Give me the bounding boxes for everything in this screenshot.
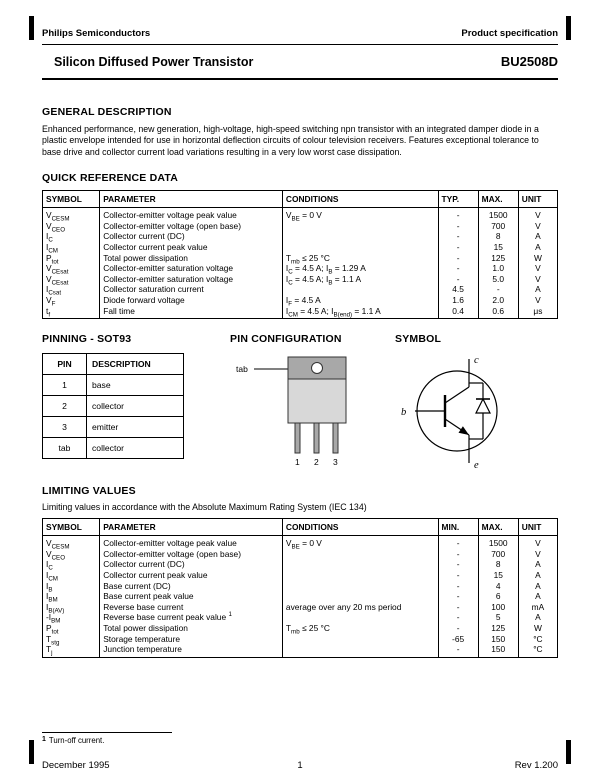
table-cell: $V_{BE} = 0$ V bbox=[282, 536, 438, 549]
footer-page-number: 1 bbox=[297, 760, 303, 771]
table-header-row bbox=[43, 191, 558, 208]
table-cell: $I_{CM}$ bbox=[43, 242, 100, 253]
table-row bbox=[43, 231, 558, 242]
table-cell: 4.5 bbox=[438, 284, 478, 295]
pin-configuration-section bbox=[230, 333, 395, 471]
table-row bbox=[43, 253, 558, 264]
table-cell: $V_{CEO}$ bbox=[43, 549, 100, 560]
column-header-symbol: SYMBOL bbox=[43, 191, 100, 208]
table-cell: - bbox=[438, 253, 478, 264]
table-cell: Junction temperature bbox=[100, 644, 283, 657]
footnote bbox=[42, 732, 172, 745]
table-cell: V bbox=[518, 274, 557, 285]
table-row bbox=[43, 438, 184, 459]
table-cell: Collector-emitter voltage (open base) bbox=[100, 549, 283, 560]
table-cell: $-I_{BM}$ bbox=[43, 612, 100, 623]
pin-3-label: 3 bbox=[333, 457, 338, 468]
table-cell: - bbox=[438, 242, 478, 253]
table-cell: 150 bbox=[478, 644, 518, 657]
table-cell: 4 bbox=[478, 581, 518, 592]
table-row bbox=[43, 644, 558, 657]
column-header-unit: UNIT bbox=[518, 191, 557, 208]
quick-reference-table bbox=[42, 190, 558, 319]
table-cell: $I_B$ bbox=[43, 581, 100, 592]
table-cell: Base current (DC) bbox=[100, 581, 283, 592]
table-cell: Collector-emitter voltage peak value bbox=[100, 536, 283, 549]
table-row bbox=[43, 634, 558, 645]
table-row bbox=[43, 221, 558, 232]
pinning-heading: PINNING - SOT93 bbox=[42, 333, 132, 346]
table-cell bbox=[282, 549, 438, 560]
table-cell: collector bbox=[87, 396, 184, 417]
table-cell: $V_{CESM}$ bbox=[43, 536, 100, 549]
table-cell: Collector current (DC) bbox=[100, 559, 283, 570]
table-cell: $V_F$ bbox=[43, 295, 100, 306]
table-cell: 2 bbox=[43, 396, 87, 417]
table-cell: 15 bbox=[478, 242, 518, 253]
table-row bbox=[43, 263, 558, 274]
pinning-table bbox=[42, 353, 184, 459]
damper-diode bbox=[476, 399, 490, 413]
table-cell: - bbox=[438, 536, 478, 549]
table-cell: Total power dissipation bbox=[100, 253, 283, 264]
table-cell: Reverse base current bbox=[100, 602, 283, 613]
table-cell: 6 bbox=[478, 591, 518, 602]
mounting-hole bbox=[312, 363, 323, 374]
table-cell: - bbox=[438, 208, 478, 221]
table-cell: Collector saturation current bbox=[100, 284, 283, 295]
table-cell: Collector current peak value bbox=[100, 570, 283, 581]
footnote-separator bbox=[42, 732, 172, 733]
pin-1-label: 1 bbox=[295, 457, 300, 468]
general-description-section bbox=[42, 106, 558, 158]
transistor-symbol-drawing bbox=[395, 351, 535, 471]
table-row bbox=[43, 208, 558, 221]
table-cell: 2.0 bbox=[478, 295, 518, 306]
table-cell bbox=[282, 559, 438, 570]
footer-date: December 1995 bbox=[42, 760, 110, 771]
table-cell: - bbox=[438, 591, 478, 602]
table-cell: Collector-emitter voltage peak value bbox=[100, 208, 283, 221]
table-row bbox=[43, 581, 558, 592]
table-cell: - bbox=[438, 274, 478, 285]
table-row bbox=[43, 375, 184, 396]
table-cell: V bbox=[518, 221, 557, 232]
table-cell: Collector current (DC) bbox=[100, 231, 283, 242]
table-cell: Diode forward voltage bbox=[100, 295, 283, 306]
table-cell: 1500 bbox=[478, 208, 518, 221]
table-row bbox=[43, 591, 558, 602]
table-row bbox=[43, 295, 558, 306]
limiting-values-intro: Limiting values in accordance with the Absolute Maximum Rating System (IEC 134) bbox=[42, 502, 367, 513]
table-row bbox=[43, 570, 558, 581]
table-cell: V bbox=[518, 295, 557, 306]
table-cell: 1.0 bbox=[478, 263, 518, 274]
table-cell: V bbox=[518, 263, 557, 274]
table-cell: $I_{CM} = 4.5$ A; $I_{B(end)} = 1.1$ A bbox=[282, 306, 438, 319]
table-cell: W bbox=[518, 253, 557, 264]
table-cell: $t_f$ bbox=[43, 306, 100, 319]
specification-type: Product specification bbox=[461, 28, 558, 39]
footer-revision: Rev 1.200 bbox=[514, 760, 558, 771]
table-cell: 3 bbox=[43, 417, 87, 438]
table-cell: A bbox=[518, 231, 557, 242]
table-cell: $I_{Csat}$ bbox=[43, 284, 100, 295]
table-cell: - bbox=[438, 644, 478, 657]
table-cell bbox=[282, 231, 438, 242]
table-row bbox=[43, 536, 558, 549]
pinning-section bbox=[42, 333, 230, 471]
table-cell: $T_{stg}$ bbox=[43, 634, 100, 645]
table-cell bbox=[282, 242, 438, 253]
table-cell: $I_C = 4.5$ A; $I_B = 1.29$ A bbox=[282, 263, 438, 274]
document-header bbox=[42, 28, 558, 45]
table-cell: A bbox=[518, 591, 557, 602]
table-cell: $V_{CEsat}$ bbox=[43, 263, 100, 274]
table-row bbox=[43, 306, 558, 319]
table-cell bbox=[282, 634, 438, 645]
table-cell bbox=[282, 591, 438, 602]
table-cell: A bbox=[518, 559, 557, 570]
column-header-typ: TYP. bbox=[438, 191, 478, 208]
table-cell: - bbox=[438, 570, 478, 581]
page-title: Silicon Diffused Power Transistor bbox=[54, 54, 254, 69]
package-body bbox=[288, 379, 346, 423]
table-header-row bbox=[43, 519, 558, 536]
table-cell: $I_C$ bbox=[43, 231, 100, 242]
table-cell: $I_C = 4.5$ A; $I_B = 1.1$ A bbox=[282, 274, 438, 285]
pin-configuration-heading: PIN CONFIGURATION bbox=[230, 333, 342, 346]
column-header-min: MIN. bbox=[438, 519, 478, 536]
table-row bbox=[43, 549, 558, 560]
table-cell bbox=[282, 644, 438, 657]
limiting-values-heading: LIMITING VALUES bbox=[42, 485, 136, 498]
column-header-max: MAX. bbox=[478, 191, 518, 208]
table-cell: 8 bbox=[478, 231, 518, 242]
limiting-values-table bbox=[42, 518, 558, 658]
table-cell bbox=[282, 581, 438, 592]
table-cell: $I_{BM}$ bbox=[43, 591, 100, 602]
table-row bbox=[43, 284, 558, 295]
table-cell: collector bbox=[87, 438, 184, 459]
table-cell: $V_{BE} = 0$ V bbox=[282, 208, 438, 221]
table-cell: Reverse base current peak value $^1$ bbox=[100, 612, 283, 623]
table-cell: $V_{CESM}$ bbox=[43, 208, 100, 221]
table-cell: - bbox=[478, 284, 518, 295]
title-block bbox=[42, 45, 558, 80]
table-cell: $I_{B(AV)}$ bbox=[43, 602, 100, 613]
symbol-heading: SYMBOL bbox=[395, 333, 442, 346]
table-row bbox=[43, 274, 558, 285]
footnote-marker: 1 bbox=[42, 736, 46, 743]
table-cell bbox=[282, 612, 438, 623]
table-row bbox=[43, 559, 558, 570]
table-row bbox=[43, 396, 184, 417]
table-cell: - bbox=[438, 581, 478, 592]
registration-mark-top-left bbox=[29, 16, 34, 40]
general-description-heading: GENERAL DESCRIPTION bbox=[42, 106, 172, 118]
table-cell: tab bbox=[43, 438, 87, 459]
emitter-arrow bbox=[459, 426, 470, 435]
table-cell: $I_C$ bbox=[43, 559, 100, 570]
limiting-values-section bbox=[42, 485, 558, 658]
column-header-conditions: CONDITIONS bbox=[282, 191, 438, 208]
general-description-body: Enhanced performance, new generation, high-voltage, high-speed switching npn transistor with an integrated damper diode in a plastic envelope intended for use in horizontal deflection circuits of colour television receivers. Features exceptional tolerance to base drive and collector current load variations resulting in a very low worst case dissipation. bbox=[42, 124, 539, 157]
document-footer bbox=[42, 760, 558, 771]
footnote-text: Turn-off current. bbox=[48, 736, 105, 745]
table-cell: 0.4 bbox=[438, 306, 478, 319]
table-cell: - bbox=[438, 549, 478, 560]
table-cell bbox=[282, 221, 438, 232]
table-cell: A bbox=[518, 581, 557, 592]
table-cell: 150 bbox=[478, 634, 518, 645]
table-cell: average over any 20 ms period bbox=[282, 602, 438, 613]
pinning-row bbox=[42, 333, 558, 471]
table-cell: 5.0 bbox=[478, 274, 518, 285]
table-cell: V bbox=[518, 536, 557, 549]
table-cell: 1.6 bbox=[438, 295, 478, 306]
table-cell bbox=[282, 284, 438, 295]
tab-label: tab bbox=[236, 364, 248, 375]
table-row bbox=[43, 417, 184, 438]
column-header-parameter: PARAMETER bbox=[100, 191, 283, 208]
table-cell bbox=[282, 570, 438, 581]
table-cell: V bbox=[518, 208, 557, 221]
table-cell: $I_F = 4.5$ A bbox=[282, 295, 438, 306]
table-cell: base bbox=[87, 375, 184, 396]
pin-configuration-drawing bbox=[230, 351, 380, 469]
part-number: BU2508D bbox=[500, 54, 558, 69]
table-cell: $T_{mb} \le 25$ °C bbox=[282, 253, 438, 264]
table-cell: - bbox=[438, 623, 478, 634]
table-cell: °C bbox=[518, 634, 557, 645]
table-cell: A bbox=[518, 284, 557, 295]
column-header-conditions: CONDITIONS bbox=[282, 519, 438, 536]
page-content bbox=[42, 28, 558, 658]
symbol-section bbox=[395, 333, 558, 471]
table-cell: A bbox=[518, 242, 557, 253]
table-cell: Total power dissipation bbox=[100, 623, 283, 634]
table-cell: 125 bbox=[478, 623, 518, 634]
table-row bbox=[43, 242, 558, 253]
table-cell: 8 bbox=[478, 559, 518, 570]
table-cell: Fall time bbox=[100, 306, 283, 319]
registration-mark-bottom-left bbox=[29, 740, 34, 764]
table-cell: 125 bbox=[478, 253, 518, 264]
emitter-label: e bbox=[474, 460, 479, 472]
table-cell: $I_{CM}$ bbox=[43, 570, 100, 581]
table-cell: emitter bbox=[87, 417, 184, 438]
table-cell: $V_{CEO}$ bbox=[43, 221, 100, 232]
table-cell: - bbox=[438, 231, 478, 242]
quick-reference-heading: QUICK REFERENCE DATA bbox=[42, 172, 179, 185]
table-cell: $T_j$ bbox=[43, 644, 100, 657]
table-cell: Collector-emitter saturation voltage bbox=[100, 263, 283, 274]
table-cell: Storage temperature bbox=[100, 634, 283, 645]
table-cell: $P_{tot}$ bbox=[43, 253, 100, 264]
table-cell: - bbox=[438, 612, 478, 623]
publisher-name: Philips Semiconductors bbox=[42, 28, 151, 39]
table-cell: $V_{CEsat}$ bbox=[43, 274, 100, 285]
column-header-description: DESCRIPTION bbox=[87, 354, 184, 375]
table-cell: A bbox=[518, 612, 557, 623]
registration-mark-top-right bbox=[566, 16, 571, 40]
table-cell: 15 bbox=[478, 570, 518, 581]
column-header-symbol: SYMBOL bbox=[43, 519, 100, 536]
table-cell: - bbox=[438, 559, 478, 570]
table-cell: Collector-emitter saturation voltage bbox=[100, 274, 283, 285]
table-row bbox=[43, 623, 558, 634]
table-cell: $T_{mb} \le 25$ °C bbox=[282, 623, 438, 634]
table-cell: Collector current peak value bbox=[100, 242, 283, 253]
table-cell: μs bbox=[518, 306, 557, 319]
table-row bbox=[43, 612, 558, 623]
pin-1-leg bbox=[295, 423, 300, 453]
table-cell: mA bbox=[518, 602, 557, 613]
table-header-row bbox=[43, 354, 184, 375]
collector-label: c bbox=[474, 355, 479, 367]
table-cell: 0.6 bbox=[478, 306, 518, 319]
table-cell: - bbox=[438, 221, 478, 232]
table-cell: 1500 bbox=[478, 536, 518, 549]
column-header-unit: UNIT bbox=[518, 519, 557, 536]
column-header-max: MAX. bbox=[478, 519, 518, 536]
table-cell: A bbox=[518, 570, 557, 581]
table-cell: - bbox=[438, 263, 478, 274]
pin-2-label: 2 bbox=[314, 457, 319, 468]
table-cell: 100 bbox=[478, 602, 518, 613]
table-cell: $P_{tot}$ bbox=[43, 623, 100, 634]
pin-3-leg bbox=[333, 423, 338, 453]
registration-mark-bottom-right bbox=[566, 740, 571, 764]
table-cell: °C bbox=[518, 644, 557, 657]
table-cell: Base current peak value bbox=[100, 591, 283, 602]
table-cell: V bbox=[518, 549, 557, 560]
column-header-pin: PIN bbox=[43, 354, 87, 375]
table-row bbox=[43, 602, 558, 613]
column-header-parameter: PARAMETER bbox=[100, 519, 283, 536]
pin-2-leg bbox=[314, 423, 319, 453]
base-label: b bbox=[401, 407, 407, 419]
quick-reference-section bbox=[42, 172, 558, 319]
table-cell: W bbox=[518, 623, 557, 634]
table-cell: 5 bbox=[478, 612, 518, 623]
table-cell: 700 bbox=[478, 221, 518, 232]
table-cell: - bbox=[438, 602, 478, 613]
table-cell: 700 bbox=[478, 549, 518, 560]
table-cell: -65 bbox=[438, 634, 478, 645]
table-cell: Collector-emitter voltage (open base) bbox=[100, 221, 283, 232]
table-cell: 1 bbox=[43, 375, 87, 396]
